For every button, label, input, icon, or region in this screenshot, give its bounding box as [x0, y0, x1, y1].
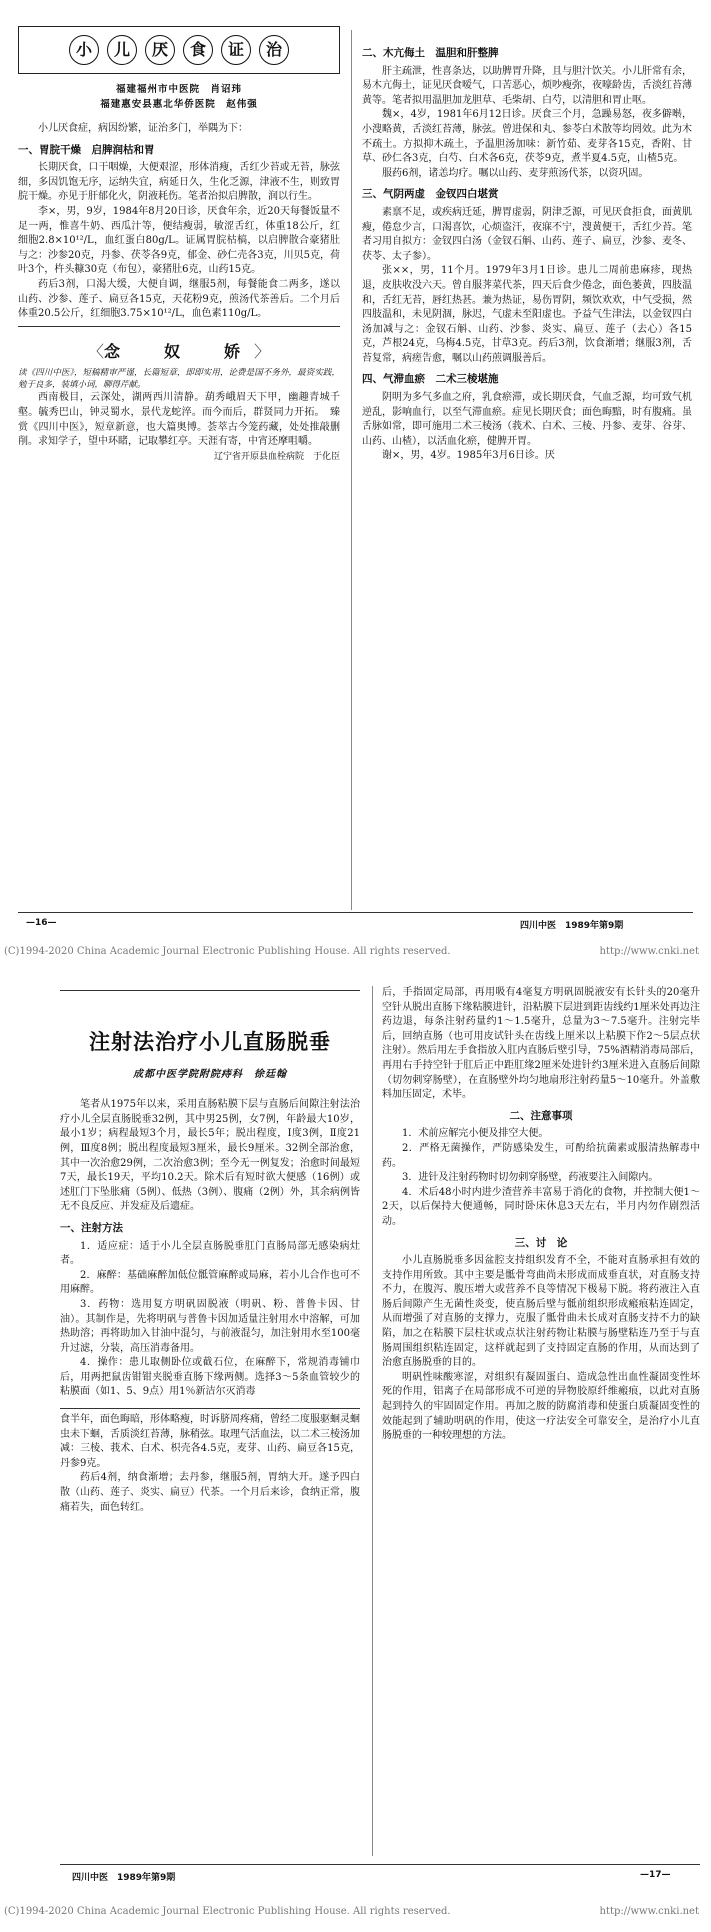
article-title-box [18, 26, 340, 74]
paragraph: 服药6剂，诸恙均疗。嘱以山药、麦芽煎汤代茶，以资巩固。 [382, 167, 649, 179]
paragraph: 肝主疏泄，性喜条达，以助脾胃升降，且与胆汁饮关。小儿肝常有余，易木亢侮土，证见厌食嗳气，口苦恶心，烦吵瘦弥，夜嚎龄齿，舌淡红苔薄黄等。笔者拟用温胆加龙胆草、毛柴胡、白芍，以清胆和胃止呕。 [362, 65, 692, 106]
footer-rule [60, 1864, 700, 1865]
copyright-footer [0, 1906, 711, 1917]
paragraph: 张××，男，11个月。1979年3月1日诊。患儿二周前患麻疹，现热退，皮肤收没六天。曾自服荠菜代茶，四天后食少倦念，面色萎黄，四肢温和，舌红无苔，唇红热甚。兼为热证，易伤胃阴，频饮欢欢，中气受损，然四肢温和，未见阴涸，脉迟，气虚未至阳虚也。予益气生津法，以金钗四白汤加减与之：金钗石斛、山药、沙参、炎实、扁豆、莲子（去心）各15克，芦根24克，乌梅4.5克，甘草3克。药后3剂，饮食渐增；继服3剂，舌苔复常，病瘥告愈，嘱以山药煎调服善后。 [362, 265, 692, 364]
page-number: —16— [26, 918, 57, 928]
column-divider [351, 30, 352, 910]
continued-paragraph: 药后4剂，纳食渐增；去丹参，继服5剂，胃纳大开。遂予四白散（山药、莲子、炎实、扁豆）代茶。一个月后来诊，食纳正常，腹痛若失，面色转红。 [60, 1472, 360, 1513]
section-heading: 二、注意事项 [509, 1109, 573, 1122]
copyright-text: (C)1994-2020 China Academic Journal Electronic Publishing House. All rights reserved. [4, 946, 451, 957]
article-title [25, 35, 333, 65]
section-heading: 一、胃脘干燥 启脾润枯和胃 [18, 143, 155, 156]
poem-signature: 辽宁省开原县血栓病院 于化臣 [213, 451, 340, 462]
divider [60, 990, 360, 991]
paragraph: 李×，男，9岁，1984年8月20日诊，厌食年余，近20天每餐饭量不足一两，惟喜牛奶、西瓜汁等，便结瘦弱，敏涩舌红，体重18公斤，红细胞2.8×10¹²/L，血红蛋白80g/L。证属胃脘枯槁，以启脾散合豪猪肚与之：沙参20克，丹参、茯苓各9克，郁金、砂仁壳各3克，川贝5克，荷叶3个，杵头糠30克（布包），豪猪肚6克，山药15克。 [18, 205, 341, 276]
poem-text: 西南极目，云深处，湖两西川清静。葫秀峨眉天下甲，幽趣青城千壑。毓秀巴山，钟灵蜀水，景代龙蛇淬。而今而后，群贤同力开拓。 臻赏《四川中医》，短章新意，也大篇奥博。荟萃古今笼药藏，处处推敲删削。求知学子，望中环睹，记取攀红亭。天涯有寄，中宵还摩咀嚼。 [18, 392, 340, 448]
author-line: 福建惠安县惠北华侨医院 赵伟强 [100, 99, 258, 110]
paragraph: 后，手指固定局部，再用吸有4毫复方明矾固脱液安有长针头的20毫升空针从脱出直肠下缘粘膜进针，沿粘膜下层进到距齿线约1厘米处再边注药边退，每条注射药量约1～1.5毫升，总量为3～7.5毫升。注射完毕后，回纳直肠（也可用皮试针头在齿线上厘米以上粘膜下作2～5层点状注射）。然后用左手食指放入肛内直肠后壁引导，75%酒精消毒局部后，再用右手持空针于肛后正中距肛缘2厘米处进针约3厘米进入直肠后间隙（切勿刺穿肠壁），在直肠壁外均匀地扇形注射药量5～10毫升。外盖敷料加压固定，术毕。 [382, 987, 700, 1101]
copyright-footer [0, 946, 711, 957]
copyright-text: (C)1994-2020 China Academic Journal Electronic Publishing House. All rights reserved. [4, 1906, 451, 1917]
paragraph: 谢×，男，4岁。1985年3月6日诊。厌 [382, 450, 555, 462]
section-heading: 二、木亢侮土 温胆和肝整脾 [362, 47, 499, 59]
paragraph: 药后3剂，口渴大缓，大便自调，继服5剂，每餐能食二两多，遂以山药、沙参、莲子、扁豆各15克，天花粉9克，煎汤代茶善后。二个月后体重20.5公斤，红细胞3.75×10¹²/L，血色素110g/L。 [18, 278, 340, 320]
page16-left-column [18, 18, 340, 464]
page16-right-column [362, 40, 692, 464]
paragraph: 长期厌食，口干咽燥，大便艰涩，形体消瘦，舌红少苔或无苔，脉弦细，多因饥饱无序，运纳失宜，病延日久，生化乏源，津液不生，则致胃脘干燥。亦见于肝郁化火，阴液耗伤。笔者治拟启脾散，润以行生。 [18, 162, 340, 203]
footer-url: http://www.cnki.net [599, 1906, 699, 1917]
paragraph: 素禀不足，或疾病迁延，脾胃虚弱，阴津乏源，可见厌食拒食，面黄肌瘦，倦怠少言，口渴喜饮，心烦盗汗，夜寐不宁，溲黄便干，舌红少苔。笔者习用自拟方：金钗四白汤（金钗石斛、山药、莲子、扁豆，沙参、麦冬、茯苓、太子参）。 [362, 206, 692, 262]
note-item: 2．严格无菌操作，严防感染发生，可酌给抗菌素或服清热解毒中药。 [382, 1142, 700, 1169]
title-char: 治 [259, 35, 289, 65]
column-divider [372, 986, 373, 1856]
journal-issue: 四川中医 1989年第9期 [520, 921, 624, 931]
note-item: 4．术后48小时内进少渣营养丰富易于消化的食物，并控制大便1～2天，以后保持大便通畅，同时卧床休息3天左右，半月内勿作剧烈活动。 [382, 1186, 700, 1227]
divider [60, 1408, 360, 1409]
section-heading: 三、讨 论 [514, 1236, 568, 1249]
note-item: 1．术前应解完小便及排空大便。 [402, 1128, 549, 1140]
note-item: 3．进针及注射药物时切勿刺穿肠壁，药液要注入间隙内。 [402, 1172, 659, 1184]
section-heading: 三、气阴两虚 金钗四白堪赏 [362, 188, 499, 201]
method-item: 1．适应症：适于小儿全层直肠脱垂肛门直肠局部无感染病灶者。 [60, 1240, 360, 1267]
divider [18, 326, 340, 327]
title-char: 儿 [107, 35, 137, 65]
paragraph: 魏×，4岁，1981年6月12日诊。厌食三个月，急躁易怒，夜多僻啭，小溲略黄，舌淡红苔薄，脉弦。曾进保和丸、参苓白术散等均罔效。此为木不疏土。方拟抑木疏土，予温胆汤加味：新竹茹、麦芽各15克，香附、甘草、砂仁各3克，白芍、白术各6克，茯苓9克，煮半夏4.5克，山楂5克。 [362, 109, 692, 165]
method-item: 4．操作：患儿取侧卧位或截石位，在麻醉下，常规消毒铺巾后，用两把鼠齿钳钳夹脱垂直肠下缘两侧。选择3～5条血管较少的粘膜面（如1、5、9点）用1％新洁尔灭消毒 [60, 1357, 360, 1398]
authors [18, 82, 340, 112]
page17-right-column [382, 986, 700, 1444]
footer-url: http://www.cnki.net [599, 946, 699, 957]
journal-issue: 四川中医 1989年第9期 [72, 1873, 176, 1883]
intro-paragraph: 小儿厌食症，病因纷繁，证治多门，举隅为下： [38, 123, 248, 134]
footer-rule [18, 912, 693, 913]
continued-paragraph: 食半年，面色晦暗，形体略瘦，时诉脐周疼痛，曾经二度服驱蛔灵蛔虫未下蛔，舌质淡红苔薄，脉稍弦。取理气活血法，以二术三棱汤加减：三棱、莪术、白术、枳壳各4.5克，麦芽、山药、扁豆各15克，丹参9克。 [60, 1414, 360, 1469]
method-item: 2．麻醉：基础麻醉加低位骶管麻醉或局麻，若小儿合作也可不用麻醉。 [60, 1269, 360, 1296]
method-item: 3．药物：选用复方明矾固脱液（明矾、粉、普鲁卡因、甘油）。其制作是，先将明矾与普鲁卡因加适量注射用水中溶解，可加热助溶；再将助加入甘油中混匀，与前液混匀，加注射用水至100毫升过滤，分装，高压消毒备用。 [60, 1298, 360, 1354]
byline: 成都中医学院附院痔科 徐廷翰 [133, 1068, 287, 1080]
title-char: 证 [221, 35, 251, 65]
page-17 [0, 966, 711, 1932]
author-line: 福建福州市中医院 肖诏玮 [115, 84, 242, 95]
article-title: 注射法治疗小儿直肠脱垂 [89, 1030, 331, 1054]
title-char: 食 [183, 35, 213, 65]
poem-title: 〈念 奴 娇〉 [87, 341, 271, 361]
paragraph: 阴明为多气多血之府，乳食瘀滞，或长期厌食，气血乏源，均可致气机逆乱，影响血行，以至气滞血瘀。症见长期厌食；面色晦黯，时有腹痛。虽舌脉如常，即可施用二术三棱汤（莪术、白术、三棱、丹参、麦芽、谷芽、山药、山楂），以活血化瘀，健脾开胃。 [362, 392, 692, 447]
section-heading: 四、气滞血瘀 二术三棱堪施 [362, 373, 499, 386]
poem-note: 读《四川中医》，短稿精审严谨，长篇短章，即即实用，论费是国不务外，最资实践，勉于良多，装填小词，聊得芹献。 [18, 368, 340, 391]
title-char: 小 [69, 35, 99, 65]
page-number: —17— [640, 1870, 671, 1880]
title-char: 厌 [145, 35, 175, 65]
section-heading: 一、注射方法 [60, 1221, 123, 1234]
page17-left-column [60, 986, 360, 1515]
paragraph: 小儿直肠脱垂多因盆腔支持组织发育不全，不能对直肠承担有效的支持作用所致。其中主要是骶骨弯曲尚未形成而成垂直状，对直肠支持不力，在腹泻、腹压增大或营养不良等情况下极易下脱。将药液注入直肠后间隙产生无菌性炎变，使直肠后壁与骶前组织形成瘢痕粘连固定，从而增强了对直肠的支撑力，克服了骶骨曲未长成对直肠支持不力的缺陷，加之在粘膜下层柱状或点状注射药物让粘膜与肠壁粘连乃至于与直肠周围组织粘连固定，这样就起到了支持固定直肠的作用，从而达到了治愈直肠脱垂的目的。 [382, 1255, 700, 1369]
paragraph: 明矾性味酸寒涩，对组织有凝固蛋白、造成急性出血性凝固变性坏死的作用，铝离子在局部形成不可逆的异物胶原纤维瘢痕，以此对直肠起到持久的牢固固定作用。再加之胺的防腐消毒和使蛋白质凝固变性的效能起到了辅助明矾的作用，使这一疗法安全可靠安全，是治疗小儿直肠脱垂的一种较理想的方法。 [382, 1371, 700, 1442]
paragraph: 笔者从1975年以来，采用直肠粘膜下层与直肠后间隙注射法治疗小儿全层直肠脱垂32例，其中男25例，女7例，年龄最大10岁，最小1岁；病程最短3个月，最长5年；脱出程度，Ⅰ度3例，Ⅱ度21例，Ⅲ度8例；脱出程度最短3厘米，最长9厘米。32例全部治愈，其中一次治愈29例，二次治愈3例；至今无一例复发；治愈时间最短7天，最长19天，平均10.2天。除术后有短时欲大便感（16例）或述肛门下坠胀痛（5例）、低热（3例）、腹痛（2例）外，其余病例皆无不良反应、并发症及后遗症。 [60, 1099, 360, 1213]
